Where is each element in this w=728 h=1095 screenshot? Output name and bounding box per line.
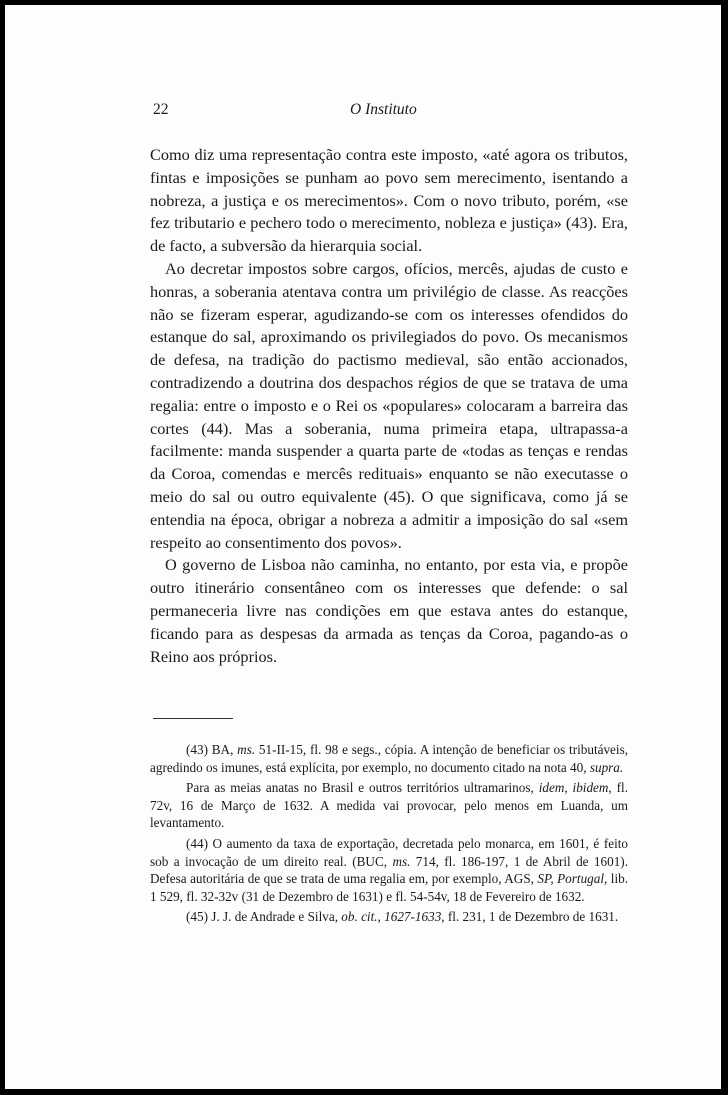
- italic-text: SP, Portugal,: [537, 871, 608, 887]
- book-page: [5, 5, 721, 1089]
- italic-text: supra.: [589, 759, 624, 775]
- footnotes: [150, 741, 628, 926]
- running-title: O Instituto: [350, 101, 417, 118]
- text-run: Para as meias anatas no Brasil e outros territórios ultramarinos,: [186, 780, 539, 796]
- text-run: 51-II-15, fl. 98 e segs., cópia. A intenção de beneficiar os tributáveis, agredindo os imunes, está explícita, por exemplo, no documento citado na nota 40,: [150, 742, 628, 775]
- text-run: O governo de Lisboa não caminha, no entanto, por esta via, e propõe outro itinerário consentâneo com os interesses que defende: o sal permaneceria livre nas condições em que estava antes do estanque, ficando para as despesas da armada as tenças da Coroa, pagando-as o Reino aos próprios.: [150, 555, 628, 666]
- text-run: fl. 72v, 16 de Março de 1632. A medida vai provocar, pelo menos em Luanda, um levantamento.: [150, 780, 628, 831]
- italic-text: ms.: [392, 853, 411, 869]
- italic-text: ms.: [237, 742, 256, 757]
- italic-text: ob. cit., 1627-1633,: [341, 909, 445, 925]
- footnote-44: [150, 835, 628, 905]
- text-run: (43) BA,: [186, 742, 238, 757]
- page-number: 22: [153, 101, 169, 118]
- footnote-45: [150, 908, 628, 926]
- italic-text: idem, ibidem,: [538, 780, 612, 796]
- footnote-43: [150, 741, 628, 776]
- paragraph: [150, 258, 628, 554]
- text-run: fl. 231, 1 de Dezembro de 1631.: [444, 909, 619, 925]
- page-header: [150, 101, 628, 123]
- paragraph: [150, 554, 628, 668]
- text-run: lib. 1 529, fl. 32-32v (31 de Dezembro de 1631) e fl. 54-54v, 18 de Fevereiro de 1632.: [150, 871, 629, 904]
- text-run: 714, fl. 186-197, 1 de Abril de 1601). Defesa autoritária de que se trata de uma regalia em, por exemplo, AGS,: [150, 853, 628, 887]
- footnote-43-continued: [150, 779, 628, 832]
- text-run: (44) O aumento da taxa de exportação, decretada pelo monarca, em 1601, é feito sob a invocação de um direito real. (BUC,: [150, 835, 628, 869]
- text-run: Ao decretar impostos sobre cargos, ofícios, mercês, ajudas de custo e honras, a soberania atentava contra um privilégio de classe. As reacções não se fizeram esperar, agudizando-se com os interesses ofendidos do estanque do sal, aproximando os privilegiados do povo. Os mecanismos de defesa, na tradição do pactismo medieval, são então accionados, contradizendo a doutrina dos despachos régios de que se tratava de uma regalia: entre o imposto e o Rei os «populares» colocaram a barreira das cortes (44). Mas a soberania, numa primeira etapa, ultrapassa-a facilmente: manda suspender a quarta parte de «todas as tenças e rendas da Coroa, comendas e mercês redituais» enquanto se não executasse o meio do sal ou outro equivalente (45). O que significava, como já se entendia na época, obrigar a nobreza a admitir a imposição do sal «sem respeito ao consentimento dos povos».: [150, 258, 628, 552]
- body-text: [150, 144, 628, 668]
- text-run: (45) J. J. de Andrade e Silva,: [186, 909, 342, 925]
- paragraph: [150, 144, 628, 258]
- text-run: Como diz uma representação contra este imposto, «até agora os tributos, fintas e imposições se punham ao povo sem merecimento, isentando a nobreza, a justiça e os merecimentos». Com o novo tributo, porém, «se fez tributario e pechero todo o merecimento, nobleza e justiça» (43). Era, de facto, a subversão da hierarquia social.: [150, 145, 628, 256]
- footnote-separator: [153, 718, 233, 719]
